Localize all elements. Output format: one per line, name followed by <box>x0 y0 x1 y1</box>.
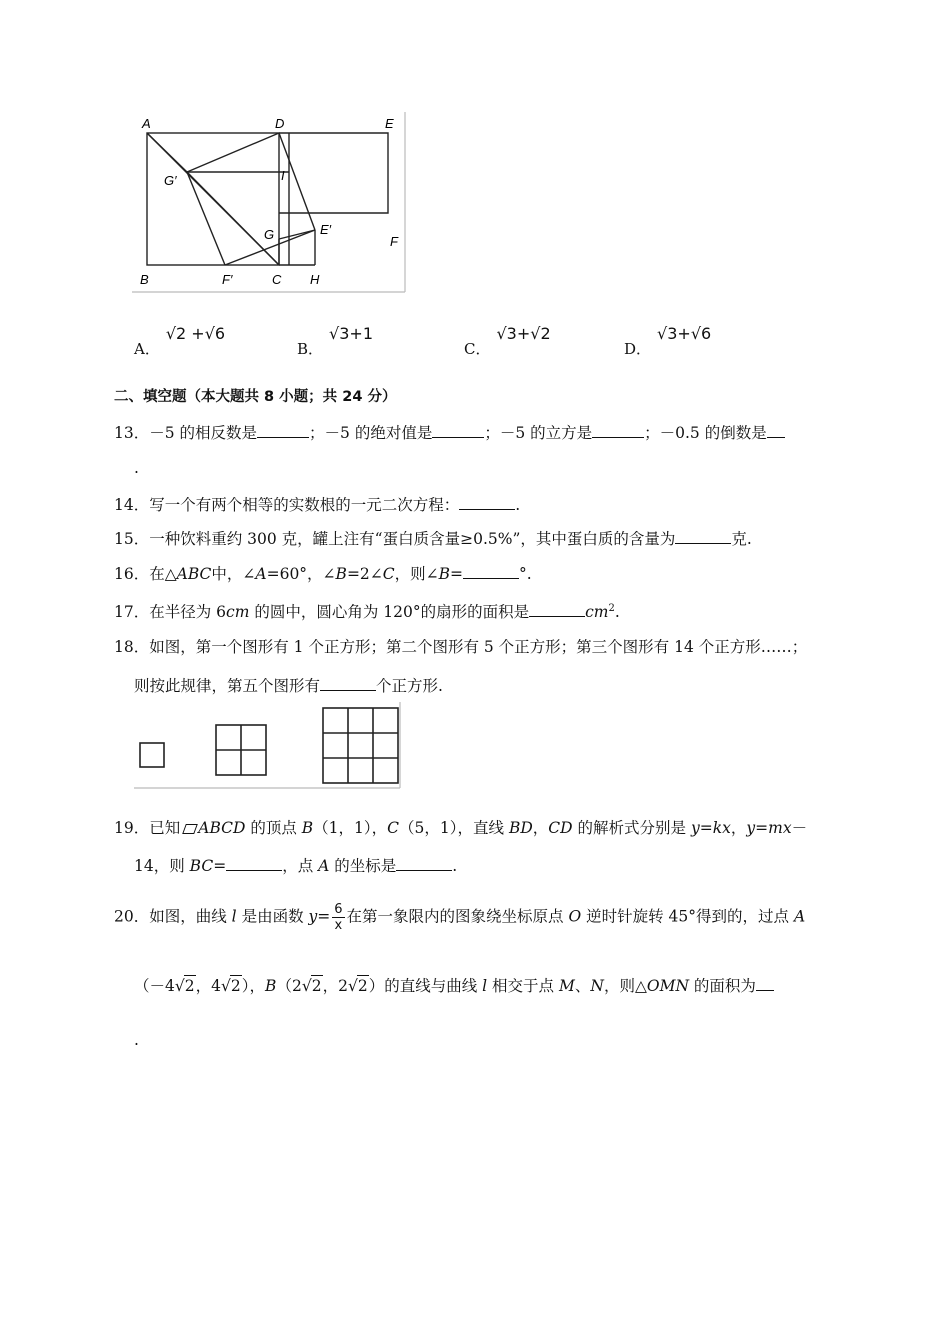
question-15 <box>114 529 752 549</box>
q18-number: 18． <box>114 638 150 656</box>
q16-p4: =2∠ <box>346 565 383 583</box>
option-a <box>134 324 226 359</box>
q20-o: O <box>568 907 582 926</box>
q13-blank-1 <box>257 423 309 438</box>
q16-c: C <box>382 565 395 583</box>
q13-part3: ；－5 的立方是 <box>484 424 593 442</box>
q16-p6: = <box>450 565 464 583</box>
q19-c: C <box>387 819 400 837</box>
q20-p3: = <box>317 907 331 926</box>
q19-cd: CD <box>548 819 573 837</box>
q19-bc: BC <box>189 857 214 875</box>
label-I: I <box>281 168 285 183</box>
q19-p3: （1，1）， <box>313 819 388 837</box>
fraction-6-over-x <box>332 902 344 933</box>
section-title: 二、填空题（本大题共 8 小题；共 24 分） <box>114 389 397 405</box>
q20-p4: 在第一象限内的图象绕坐标原点 <box>346 907 569 926</box>
q20-l2c: ）， <box>241 977 266 995</box>
q14-end: . <box>515 496 521 514</box>
q19-line2a: 14，则 <box>134 857 190 875</box>
q20-p5: 逆时针旋转 45°得到的，过点 <box>581 907 794 926</box>
q19-bd: BD <box>508 819 533 837</box>
q20-y: y <box>308 907 318 926</box>
label-B: B <box>140 272 149 287</box>
label-G: G <box>264 227 275 242</box>
question-19-line2 <box>134 856 457 876</box>
option-c-value: √3+√2 <box>496 324 551 343</box>
q19-y1: y <box>690 819 700 837</box>
q20-l2d: （2 <box>276 977 302 995</box>
option-a-value: √2 +√6 <box>165 324 226 343</box>
q16-b: B <box>335 565 347 583</box>
question-14 <box>114 495 520 515</box>
question-17 <box>114 599 620 622</box>
fraction-denominator: x <box>334 918 343 933</box>
q17-end: . <box>614 603 620 622</box>
q20-l2i: ，则△ <box>603 977 647 995</box>
q16-p5: ，则∠ <box>394 565 439 583</box>
q19-y2: y <box>746 819 756 837</box>
q19-p4: （5，1），直线 <box>399 819 509 837</box>
option-d-label: D． <box>624 340 652 358</box>
option-c-label: C． <box>464 340 491 358</box>
q19-kx: kx <box>712 819 731 837</box>
q19-p2: 的顶点 <box>245 819 302 837</box>
option-c <box>464 324 551 359</box>
q19-line2b: = <box>213 857 227 875</box>
label-E: E <box>385 116 394 131</box>
squares-figure-svg <box>134 702 402 790</box>
label-A: A <box>142 116 151 131</box>
sqrt-icon-2: √ <box>221 977 231 995</box>
q20-end: . <box>134 1031 139 1049</box>
parallelogram-icon <box>182 824 198 834</box>
q19-p6: 的解析式分别是 <box>572 819 691 837</box>
q20-l2g: 相交于点 <box>487 977 559 995</box>
geometry-figure-svg <box>132 112 407 294</box>
q20-b: B <box>265 977 277 995</box>
label-F: F <box>390 234 398 249</box>
q13-end: . <box>134 459 139 477</box>
q14-text: 写一个有两个相等的实数根的一元二次方程： <box>149 496 460 514</box>
q17-p2: 的圆中，圆心角为 120°的扇形的面积是 <box>249 603 530 622</box>
q16-blank <box>463 564 519 579</box>
q14-number: 14． <box>114 496 150 514</box>
q20-l: l <box>231 907 237 926</box>
q13-blank-2 <box>432 423 484 438</box>
q15-blank <box>675 529 731 544</box>
q20-omn: OMN <box>646 977 689 995</box>
q17-sup: 2 <box>608 603 615 614</box>
q13-part4: ；－0.5 的倒数是 <box>644 424 767 442</box>
q19-blank-2 <box>396 856 452 871</box>
q15-number: 15． <box>114 530 150 548</box>
q20-l2f: ）的直线与曲线 <box>368 977 483 995</box>
label-F-prime: F′ <box>222 272 233 287</box>
q19-b: B <box>301 819 314 837</box>
q17-unit: cm <box>585 603 609 622</box>
q15-text: 一种饮料重约 300 克，罐上注有“蛋白质含量≥0.5%”，其中蛋白质的含量为 <box>149 530 676 548</box>
q20-blank <box>756 976 774 991</box>
q13-blank-4 <box>767 423 785 438</box>
q20-radicand-2: 2 <box>230 977 241 995</box>
q19-number: 19． <box>114 819 150 837</box>
pattern-3-grid <box>323 708 398 783</box>
q19-line2d: 的坐标是 <box>329 857 397 875</box>
q20-radicand-4: 2 <box>357 977 368 995</box>
q16-p1: 在△ <box>149 565 177 583</box>
question-18-line2 <box>134 676 443 696</box>
option-d-value: √3+√6 <box>657 324 712 343</box>
q16-a: A <box>255 565 267 583</box>
q19-abcd: ABCD <box>198 819 246 837</box>
option-a-label: A． <box>134 340 160 358</box>
option-b-value: √3+1 <box>329 324 373 343</box>
label-C: C <box>272 272 282 287</box>
q20-l2j: 的面积为 <box>689 977 756 995</box>
question-13 <box>114 423 785 443</box>
q14-blank <box>459 495 515 510</box>
q19-blank-1 <box>226 856 282 871</box>
q19-p1: 已知 <box>149 819 181 837</box>
q20-l-2: l <box>482 977 488 995</box>
q20-l2b: ，4 <box>195 977 222 995</box>
option-d <box>624 324 712 359</box>
squares-figure <box>134 702 402 790</box>
q20-l2a: （－4 <box>134 977 175 995</box>
sqrt-icon-1: √ <box>174 977 185 995</box>
q19-mx: mx <box>768 819 792 837</box>
question-16 <box>114 564 532 584</box>
q16-abc: ABC <box>176 565 212 583</box>
question-18-line1 <box>114 637 807 657</box>
sqrt-icon-3: √ <box>301 977 312 995</box>
q13-number: 13． <box>114 424 150 442</box>
q13-blank-3 <box>592 423 644 438</box>
label-G-prime: G′ <box>164 173 177 188</box>
q20-m: M <box>558 977 575 995</box>
q18-line2a: 则按此规律，第五个图形有 <box>134 677 321 695</box>
q20-p2: 是由函数 <box>236 907 309 926</box>
q19-p9: = <box>755 819 769 837</box>
q19-p7: = <box>699 819 713 837</box>
q13-part1: －5 的相反数是 <box>149 424 258 442</box>
q19-p8: ， <box>730 819 747 837</box>
geometry-figure <box>132 112 407 294</box>
sqrt-icon-4: √ <box>347 977 358 995</box>
label-H: H <box>310 272 320 287</box>
q18-blank <box>320 676 376 691</box>
q16-end: °. <box>519 565 532 583</box>
q17-cm: cm <box>226 603 250 622</box>
q20-number: 20． <box>114 907 150 926</box>
label-E-prime: E′ <box>320 222 332 237</box>
q19-line2c: ，点 <box>282 857 319 875</box>
q20-radicand-3: 2 <box>311 977 322 995</box>
question-20-line2 <box>134 975 774 996</box>
q15-end: 克. <box>731 530 752 548</box>
option-b-label: B． <box>297 340 324 358</box>
question-20-line1 <box>114 902 805 933</box>
q19-p10: － <box>791 819 808 837</box>
pattern-1-square <box>140 743 164 767</box>
q16-p3: =60°，∠ <box>266 565 336 583</box>
q16-p2: 中，∠ <box>211 565 256 583</box>
question-19-line1 <box>114 818 807 838</box>
q17-number: 17． <box>114 603 150 622</box>
q17-p1: 在半径为 6 <box>149 603 227 622</box>
q16-number: 16． <box>114 565 150 583</box>
q20-p1: 如图，曲线 <box>149 907 232 926</box>
q19-a: A <box>318 857 330 875</box>
q19-end: . <box>452 857 458 875</box>
q19-p5: ， <box>532 819 549 837</box>
q20-a: A <box>793 907 806 926</box>
q17-blank <box>529 602 585 617</box>
q18-line2b: 个正方形. <box>376 677 443 695</box>
q18-line1: 如图，第一个图形有 1 个正方形；第二个图形有 5 个正方形；第三个图形有 14 个正方形……； <box>149 638 808 656</box>
q20-l2e: ，2 <box>322 977 348 995</box>
q20-n: N <box>590 977 604 995</box>
q20-l2h: 、 <box>574 977 591 995</box>
option-b <box>297 324 373 359</box>
label-D: D <box>275 116 285 131</box>
q20-radicand-1: 2 <box>184 977 195 995</box>
q16-b2: B <box>438 565 451 583</box>
fraction-numerator: 6 <box>334 902 343 917</box>
q13-part2: ；－5 的绝对值是 <box>309 424 433 442</box>
